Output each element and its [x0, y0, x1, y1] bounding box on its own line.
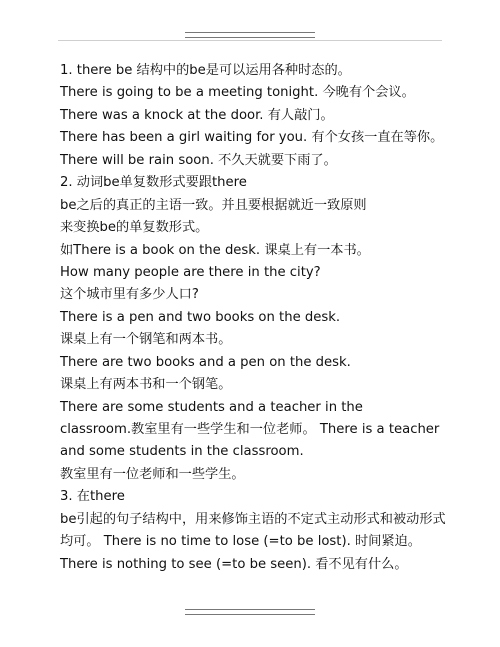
header-divider	[58, 40, 442, 41]
text-line: 均可。 There is no time to lose (=to be lost). 时间紧迫。	[60, 534, 421, 550]
text-line: There are some students and a teacher in the	[60, 399, 363, 415]
text-line: 3. 在there	[60, 489, 125, 505]
text-line: be引起的句子结构中，用来修饰主语的不定式主动形式和被动形式	[60, 511, 446, 527]
text-line: 如There is a book on the desk. 课桌上有一本书。	[60, 242, 370, 258]
text-line: There is going to be a meeting tonight. 今晚有个会议。	[60, 85, 415, 101]
text-line: and some students in the classroom.	[60, 444, 304, 460]
text-line: be之后的真正的主语一致。并且要根据就近一致原则	[60, 197, 367, 213]
text-line: 课桌上有两本书和一个钢笔。	[60, 377, 232, 393]
text-line: 这个城市里有多少人口?	[60, 287, 199, 303]
text-line: There has been a girl waiting for you. 有个女孩一直在等你。	[60, 130, 444, 146]
text-line: 教室里有一位老师和一些学生。	[60, 466, 245, 482]
text-line: 来变换be的单复数形式。	[60, 220, 209, 236]
text-line: There is nothing to see (=to be seen). 看不见有什么。	[60, 556, 408, 572]
footer-double-rule	[185, 609, 315, 615]
text-line: 课桌上有一个钢笔和两本书。	[60, 332, 232, 348]
text-line: 2. 动词be单复数形式要跟there	[60, 175, 247, 191]
text-line: There was a knock at the door. 有人敲门。	[60, 107, 334, 123]
header-double-rule	[185, 32, 315, 38]
document-body	[60, 60, 460, 576]
text-line: There are two books and a pen on the desk.	[60, 354, 351, 370]
text-line: How many people are there in the city?	[60, 264, 321, 280]
text-line: There will be rain soon. 不久天就要下雨了。	[60, 152, 337, 168]
text-line: classroom.教室里有一些学生和一位老师。 There is a teacher	[60, 422, 440, 437]
text-line: There is a pen and two books on the desk.	[60, 309, 341, 325]
text-line: 1. there be 结构中的be是可以运用各种时态的。	[60, 63, 351, 78]
